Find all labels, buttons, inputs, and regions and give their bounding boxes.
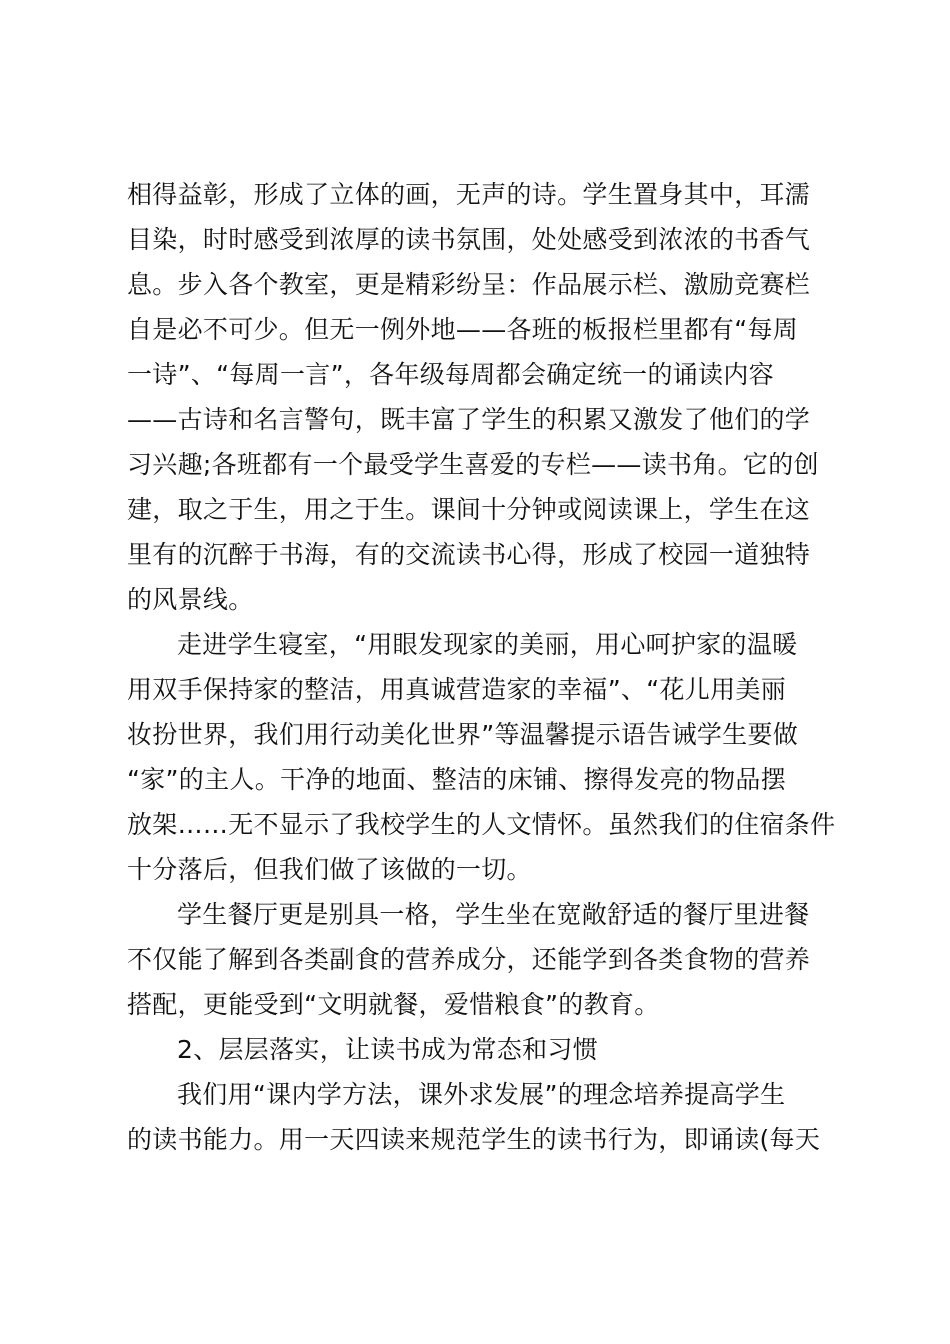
text-line: 习兴趣;各班都有一个最受学生喜爱的专栏——读书角。它的创 (127, 450, 819, 479)
text-line: 目染，时时感受到浓厚的读书氛围，处处感受到浓浓的书香气 (127, 225, 811, 254)
text-line: 用双手保持家的整洁，用真诚营造家的幸福”、“花儿用美丽 (127, 675, 787, 704)
text-line: 十分落后，但我们做了该做的一切。 (127, 855, 532, 884)
text-line: 里有的沉醉于书海，有的交流读书心得，形成了校园一道独特 (127, 540, 811, 569)
paragraph-start-line: 走进学生寝室，“用眼发现家的美丽，用心呵护家的温暖 (177, 630, 798, 659)
text-line: 一诗”、“每周一言”，各年级每周都会确定统一的诵读内容 (127, 360, 774, 389)
paragraph-start-line: 学生餐厅更是别具一格，学生坐在宽敞舒适的餐厅里进餐 (177, 900, 810, 929)
text-line: “家”的主人。干净的地面、整洁的床铺、擦得发亮的物品摆 (127, 765, 787, 794)
section-heading: 2、层层落实，让读书成为常态和习惯 (177, 1035, 599, 1064)
text-line: 建，取之于生，用之于生。课间十分钟或阅读课上，学生在这 (127, 495, 811, 524)
text-line: ——古诗和名言警句，既丰富了学生的积累又激发了他们的学 (127, 405, 811, 434)
text-line: 相得益彰，形成了立体的画，无声的诗。学生置身其中，耳濡 (127, 180, 811, 209)
text-line: 自是必不可少。但无一例外地——各班的板报栏里都有“每周 (127, 315, 799, 344)
text-line: 不仅能了解到各类副食的营养成分，还能学到各类食物的营养 (127, 945, 811, 974)
text-line: 搭配，更能受到“文明就餐，爱惜粮食”的教育。 (127, 990, 660, 1019)
text-line: 妆扮世界，我们用行动美化世界”等温馨提示语告诫学生要做 (127, 720, 799, 749)
text-line: 的风景线。 (127, 585, 254, 614)
text-line: 的读书能力。用一天四读来规范学生的读书行为，即诵读(每天 (127, 1125, 821, 1154)
paragraph-start-line: 我们用“课内学方法，课外求发展”的理念培养提高学生 (177, 1080, 786, 1109)
text-line: 放架……无不显示了我校学生的人文情怀。虽然我们的住宿条件 (127, 810, 836, 839)
text-line: 息。步入各个教室，更是精彩纷呈：作品展示栏、激励竞赛栏 (127, 270, 811, 299)
